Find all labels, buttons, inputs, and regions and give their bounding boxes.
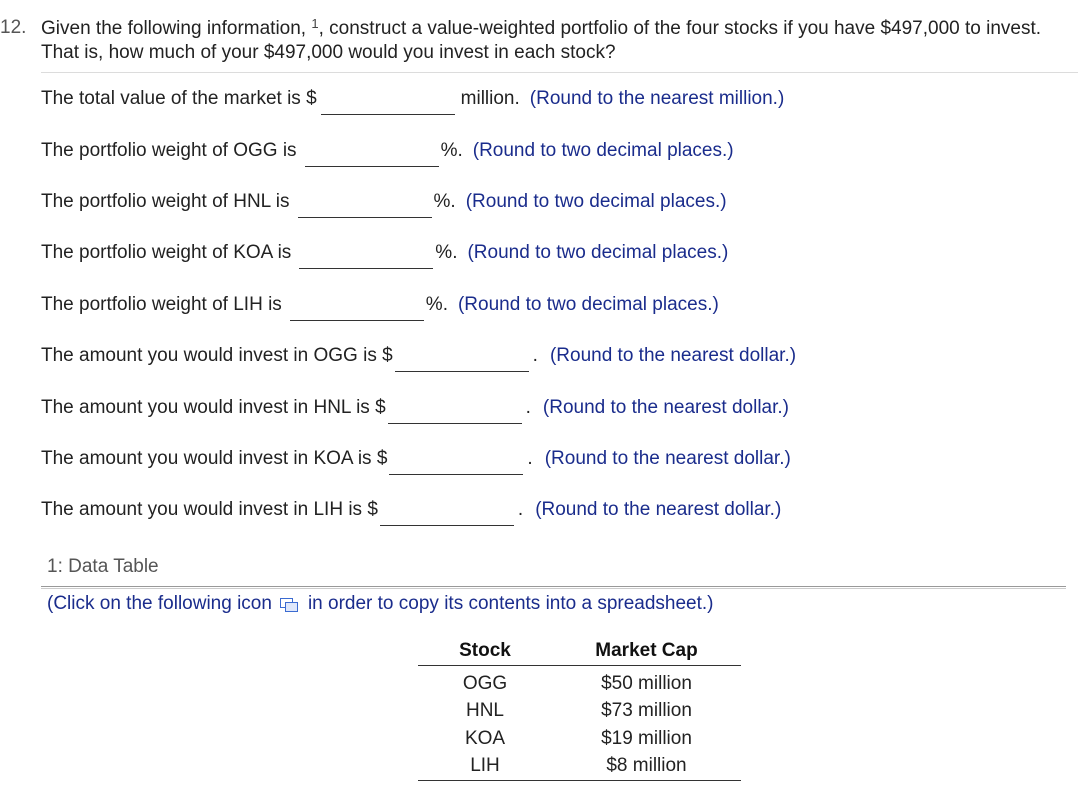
row-hint: (Round to the nearest dollar.) xyxy=(549,345,797,366)
answer-row-invest-hnl xyxy=(41,397,789,424)
table-header-row xyxy=(418,637,741,666)
weight-hnl-input[interactable] xyxy=(298,195,432,218)
answer-row-market-total xyxy=(41,88,784,115)
cell-market-cap: $8 million xyxy=(552,753,741,781)
row-hint: (Round to the nearest million.) xyxy=(529,88,785,109)
row-unit: %. xyxy=(440,140,463,161)
cell-stock: OGG xyxy=(462,672,508,694)
table-row xyxy=(418,753,741,781)
cell-market-cap: $19 million xyxy=(601,727,692,749)
data-table-divider xyxy=(41,586,1066,589)
header-market-cap: Market Cap xyxy=(552,637,741,666)
row-label: The amount you would invest in HNL is $ xyxy=(41,397,386,418)
cell-market-cap: $73 million xyxy=(601,700,692,722)
row-label: The portfolio weight of LIH is xyxy=(41,294,282,315)
row-label: The amount you would invest in KOA is $ xyxy=(41,448,388,469)
question-text xyxy=(41,17,1076,64)
row-unit: . xyxy=(527,448,533,469)
market-cap-table xyxy=(418,637,741,781)
copy-to-spreadsheet-icon[interactable] xyxy=(280,597,298,611)
row-unit: . xyxy=(517,499,524,520)
answer-row-invest-koa xyxy=(41,448,791,475)
row-unit: %. xyxy=(435,242,458,263)
row-hint: (Round to the nearest dollar.) xyxy=(544,448,791,469)
weight-lih-input[interactable] xyxy=(290,298,424,321)
row-label: The total value of the market is $ xyxy=(41,88,317,109)
row-hint: (Round to two decimal places.) xyxy=(472,140,734,161)
answer-row-invest-lih xyxy=(41,499,781,526)
question-text-part2: , construct a value-weighted portfolio of the four stocks if you have $497,000 to invest. xyxy=(318,18,1042,39)
answer-row-weight-ogg xyxy=(41,140,734,167)
row-unit: million. xyxy=(460,88,520,109)
answer-row-weight-hnl xyxy=(41,191,727,218)
data-table-instructions xyxy=(47,593,714,615)
weight-ogg-input[interactable] xyxy=(305,144,439,167)
invest-lih-input[interactable] xyxy=(380,503,514,526)
row-label: The portfolio weight of HNL is xyxy=(41,191,290,212)
answer-row-invest-ogg xyxy=(41,345,796,372)
cell-stock: HNL xyxy=(465,700,504,722)
row-hint: (Round to two decimal places.) xyxy=(465,191,727,212)
invest-ogg-input[interactable] xyxy=(395,349,529,372)
table-row xyxy=(418,725,741,753)
invest-koa-input[interactable] xyxy=(389,452,523,475)
question-number: 12. xyxy=(0,17,27,38)
invest-hnl-input[interactable] xyxy=(388,401,522,424)
row-unit: %. xyxy=(433,191,456,212)
row-label: The amount you would invest in OGG is $ xyxy=(41,345,393,366)
header-stock: Stock xyxy=(418,637,552,666)
row-label: The amount you would invest in LIH is $ xyxy=(41,499,378,520)
weight-koa-input[interactable] xyxy=(299,246,433,269)
question-text-line2: That is, how much of your $497,000 would you invest in each stock? xyxy=(41,42,616,63)
question-divider xyxy=(41,72,1078,73)
row-hint: (Round to the nearest dollar.) xyxy=(542,397,790,418)
cell-market-cap: $50 million xyxy=(601,672,692,694)
row-unit: . xyxy=(525,397,531,418)
table-row xyxy=(418,666,741,698)
row-hint: (Round to the nearest dollar.) xyxy=(535,499,782,520)
answer-row-weight-koa xyxy=(41,242,728,269)
row-unit: . xyxy=(532,345,538,366)
table-row xyxy=(418,698,741,726)
data-table-title: 1: Data Table xyxy=(47,556,159,577)
cell-stock: KOA xyxy=(464,727,506,749)
instructions-before: (Click on the following icon xyxy=(47,593,272,614)
instructions-after: in order to copy its contents into a spreadsheet.) xyxy=(307,593,714,614)
row-hint: (Round to two decimal places.) xyxy=(467,242,729,263)
row-label: The portfolio weight of OGG is xyxy=(41,140,297,161)
question-text-part1: Given the following information, xyxy=(41,18,307,39)
cell-stock: LIH xyxy=(418,753,552,781)
market-total-input[interactable] xyxy=(321,92,455,115)
footnote-ref-link[interactable]: 1 xyxy=(311,16,319,31)
answer-row-weight-lih xyxy=(41,294,719,321)
row-label: The portfolio weight of KOA is xyxy=(41,242,292,263)
row-hint: (Round to two decimal places.) xyxy=(457,294,719,315)
row-unit: %. xyxy=(425,294,448,315)
